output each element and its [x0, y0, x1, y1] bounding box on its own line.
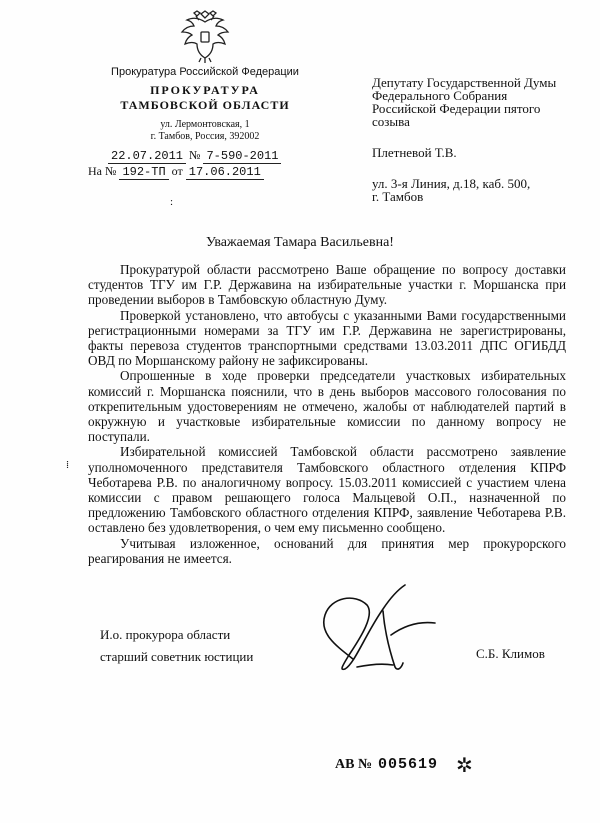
scan-speck: ⁞ [66, 459, 70, 471]
serial-prefix: АВ № [335, 757, 373, 772]
reference-number: 192-ТП [119, 165, 168, 180]
reference-date: 17.06.2011 [186, 165, 264, 180]
sender-address-line1: ул. Лермонтовская, 1 [160, 119, 250, 130]
sender-title-line1: ПРОКУРАТУРА [150, 83, 260, 97]
reference-label: На № [88, 164, 117, 178]
recipient-line1: Депутату Государственной Думы [372, 75, 557, 90]
recipient-line4: созыва [372, 114, 410, 129]
form-serial [335, 756, 438, 773]
body-paragraph: Прокуратурой области рассмотрено Ваше обращение по вопросу доставки студентов ТГУ им Г.Р. Державина на избирательные участки г. Моршанска при проведении выборов в Тамбовскую областную Думу. [88, 262, 566, 308]
recipient-block [372, 76, 592, 203]
letter-body [88, 262, 566, 566]
outgoing-registration [108, 148, 281, 163]
outgoing-date: 22.07.2011 [108, 149, 186, 164]
body-paragraph: Опрошенные в ходе проверки председатели участковых избирательных комиссий г. Моршанска пояснили, что в день выборов массового голосования по открепительным удостоверениям не отмечено, жалобы от наблюдателей партий в окружную и участковые избирательные комиссии по данному вопросу не поступали. [88, 368, 566, 445]
outgoing-number: 7-590-2011 [203, 149, 281, 164]
salutation: Уважаемая Тамара Васильевна! [206, 235, 394, 250]
sender-block [100, 66, 310, 143]
handwritten-signature [295, 575, 445, 685]
signatory-position-line1: И.о. прокурора области [100, 627, 231, 642]
sender-title-line2: ТАМБОВСКОЙ ОБЛАСТИ [120, 98, 290, 112]
body-paragraph: Избирательной комиссией Тамбовской области рассмотрено заявление уполномоченного представителя Тамбовского областного отделения КПРФ Чеботарева Р.В. по аналогичному вопросу. 15.03.2011 комиссией с участием члена комиссии с правом решающего голоса Мальцевой О.П., назначенной по предложению Тамбовского областного отделения КПРФ, заявление Чеботарева Р.В. оставлено без удовлетворения, о чем ему письменно сообщено. [88, 444, 566, 536]
signatory-position [100, 624, 253, 668]
outgoing-number-label: № [189, 148, 201, 162]
scan-speck: : [170, 196, 174, 208]
recipient-line3: Российской Федерации пятого [372, 101, 541, 116]
recipient-address-line2: г. Тамбов [372, 189, 424, 204]
serial-mark-icon: ✲ [456, 755, 473, 777]
signatory-position-line2: старший советник юстиции [100, 649, 254, 664]
serial-number: 005619 [378, 756, 439, 773]
recipient-address-line1: ул. 3-я Линия, д.18, каб. 500, [372, 176, 531, 191]
sender-address-line2: г. Тамбов, Россия, 392002 [150, 131, 260, 142]
double-headed-eagle-emblem-icon [177, 8, 233, 64]
reference-from-label: от [171, 164, 183, 178]
sender-organization: Прокуратура Российской Федерации [111, 66, 299, 78]
body-paragraph: Учитывая изложенное, оснований для принятия мер прокурорского реагирования не имеется. [88, 535, 566, 566]
sender-address [100, 119, 310, 143]
recipient-line2: Федерального Собрания [372, 88, 508, 103]
incoming-reference [88, 164, 264, 179]
recipient-name: Плетневой Т.В. [372, 145, 457, 160]
signatory-name: С.Б. Климов [476, 646, 545, 661]
body-paragraph: Проверкой установлено, что автобусы с указанными Вами государственными регистрационными номерами за ТГУ им Г.Р. Державина не зарегистрированы, факты перевоза студентов транспортными средствами 13.03.2011 ДПС ОГИБДД ОВД по Моршанскому району не зафиксированы. [88, 307, 566, 369]
